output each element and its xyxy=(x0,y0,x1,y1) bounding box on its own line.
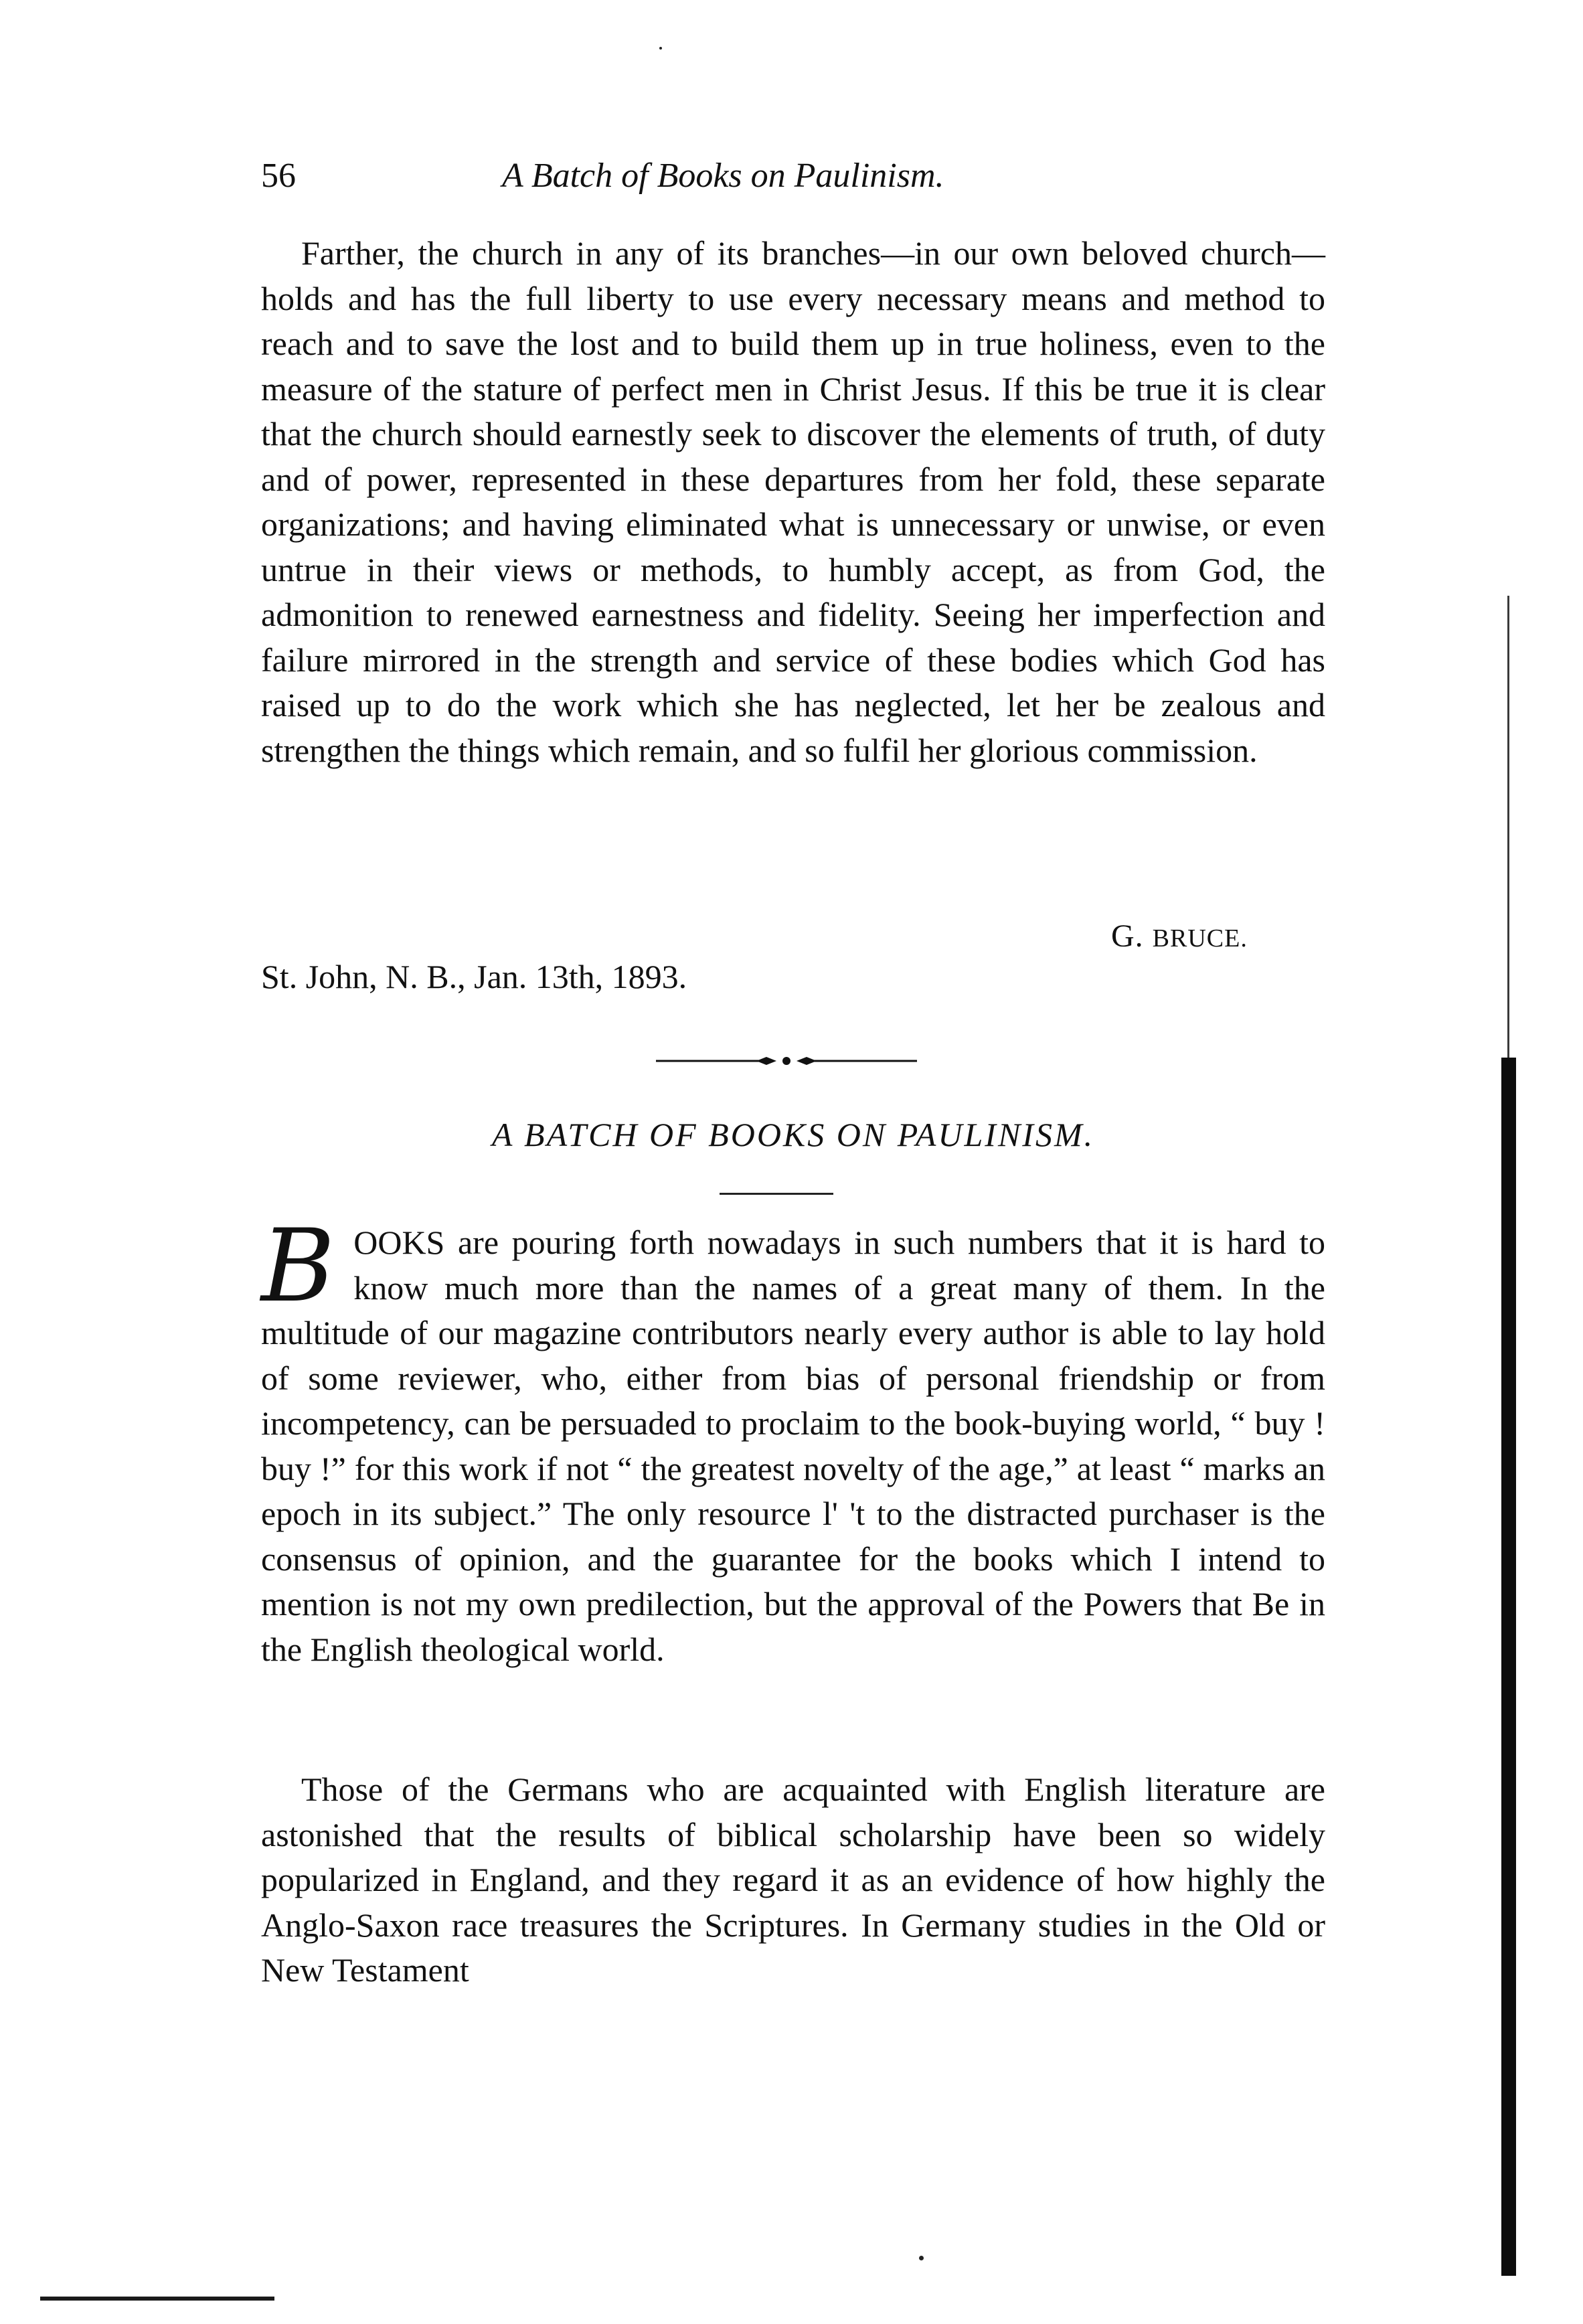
section-divider-ornament xyxy=(656,1054,917,1068)
article-title: A BATCH OF BOOKS ON PAULINISM. xyxy=(491,1116,1095,1153)
signature-name: BRUCE. xyxy=(1152,924,1248,952)
margin-binding-shadow xyxy=(1501,1058,1516,2276)
page-number: 56 xyxy=(261,157,296,195)
running-head xyxy=(261,153,1325,199)
first-paragraph-text: OOKS are pouring forth nowadays in such numbers that it is hard to know much more than the names of a great many of them. In the multitude of our magazine contributors nearly every author is able to lay hold of some reviewer, who, either from bias of personal friendship or from incompetency, can be persuaded to proclaim to the book-buying world, “ buy ! buy !” for this work if not “ the greatest novelty of the age,” at least “ marks an epoch in its subject.” The only resource l' 't to the distracted purchaser is the consensus of opinion, and the guarantee for the books which I intend to mention is not my own predilection, but the approval of the Powers that Be in the English theological world. xyxy=(261,1224,1325,1668)
letter-dateline: St. John, N. B., Jan. 13th, 1893. xyxy=(261,958,687,995)
letter-paragraph: Farther, the church in any of its branches—in our own beloved church—holds and has the full liberty to use every necessary means and method to reach and to save the lost and to build them up in true holiness, even to the measure of the stature of perfect men in Christ Jesus. If this be true it is clear that the church should earnestly seek to discover the elements of truth, of duty and of power, represented in these departures from her fold, these separate organizations; and having eliminated what is unnecessary or unwise, or even untrue in their views or methods, to humbly accept, as from God, the admonition to renewed earnestness and fidelity. Seeing her imperfection and failure mirrored in the strength and service of these bodies which God has raised up to do the work which she has neglected, let her be zealous and strengthen the things which remain, and so fulfil her glorious commission. xyxy=(261,234,1325,769)
article-first-paragraph xyxy=(261,1208,1325,1672)
drop-cap-letter: B xyxy=(261,1208,335,1325)
margin-scan-line xyxy=(1507,596,1509,1058)
ink-speck xyxy=(919,2256,924,2260)
article-second-paragraph: Those of the Germans who are acquainted with English literature are astonished that the results of biblical scholarship have been so widely popularized in England, and they regard it as an evidence of how highly the Anglo-Saxon race treasures the Scriptures. In Germany studies in the Old or New Testament xyxy=(261,1770,1325,1989)
ink-speck xyxy=(659,47,662,50)
letter-signature xyxy=(1111,914,1248,961)
running-title: A Batch of Books on Paulinism. xyxy=(502,157,944,195)
signature-initial: G. xyxy=(1111,918,1144,954)
title-underline-rule xyxy=(720,1193,833,1195)
bottom-edge-rule xyxy=(40,2297,274,2301)
